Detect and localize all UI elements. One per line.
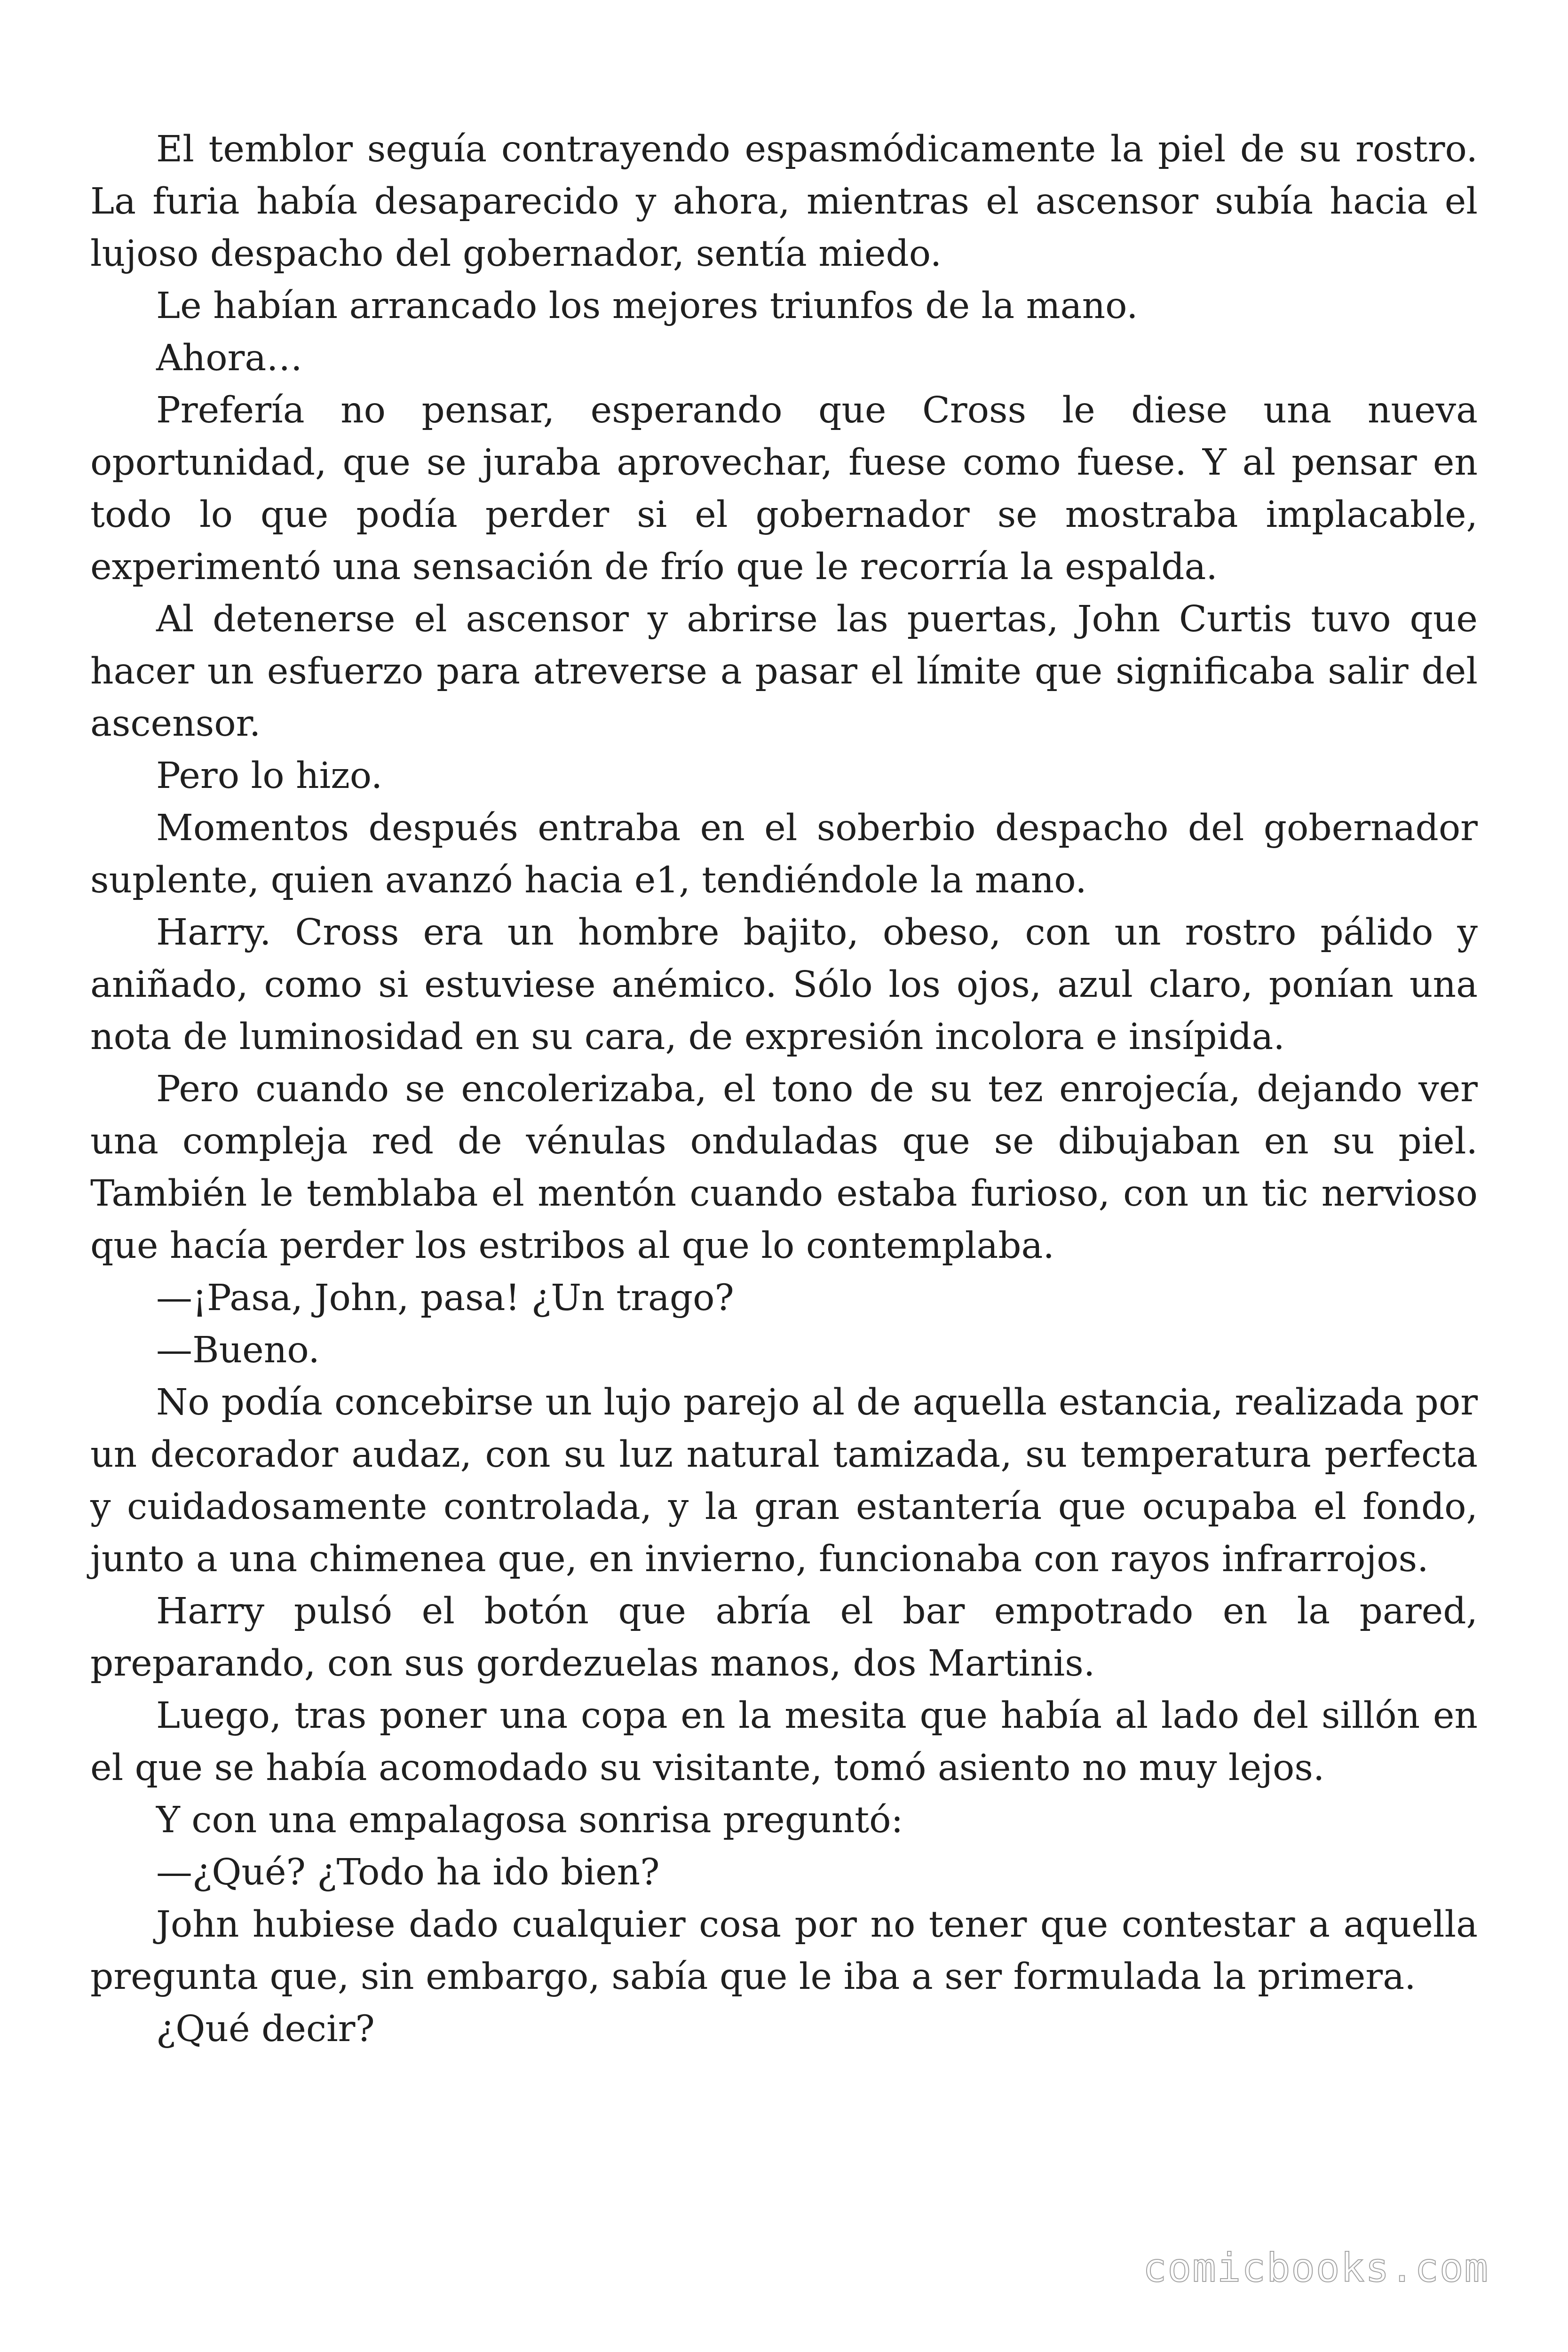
paragraph-6: Pero lo hizo.	[156, 755, 383, 797]
paragraph-3: Ahora…	[156, 337, 303, 379]
paragraph-11: —Bueno.	[156, 1329, 320, 1371]
watermark: comicbooks.com	[1142, 2245, 1489, 2291]
paragraph-12: No podía concebirse un lujo parejo al de aquella estancia, realizada por un decorador audaz, con su luz natural tamizada, su temperatura perfecta y cuidadosamente controlada, y la gran estantería que ocupaba el fondo, junto a una chimenea que, en invierno, funcionaba con rayos infrarrojos.	[90, 1382, 1478, 1580]
paragraph-18: ¿Qué decir?	[156, 2008, 375, 2050]
paragraph-9: Pero cuando se encolerizaba, el tono de su tez enrojecía, dejando ver una compleja red de vénulas onduladas que se dibujaban en su piel. También le temblaba el mentón cuando estaba furioso, con un tic nervioso que hacía perder los estribos al que lo contemplaba.	[90, 1068, 1478, 1267]
paragraph-14: Luego, tras poner una copa en la mesita que había al lado del sillón en el que se había acomodado su visitante, tomó asiento no muy lejos.	[90, 1695, 1478, 1789]
paragraph-17: John hubiese dado cualquier cosa por no tener que contestar a aquella pregunta que, sin embargo, sabía que le iba a ser formulada la primera.	[90, 1904, 1478, 1998]
paragraph-8: Harry. Cross era un hombre bajito, obeso, con un rostro pálido y aniñado, como si estuviese anémico. Sólo los ojos, azul claro, ponían una nota de luminosidad en su cara, de expresión incolora e insípida.	[90, 912, 1478, 1058]
paragraph-1: El temblor seguía contrayendo espasmódicamente la piel de su rostro. La furia había desaparecido y ahora, mientras el ascensor subía hacia el lujoso despacho del gobernador, sentía miedo.	[90, 128, 1478, 275]
paragraph-10: —¡Pasa, John, pasa! ¿Un trago?	[156, 1277, 734, 1319]
paragraph-2: Le habían arrancado los mejores triunfos de la mano.	[156, 285, 1138, 327]
paragraph-16: —¿Qué? ¿Todo ha ido bien?	[156, 1851, 660, 1893]
paragraph-7: Momentos después entraba en el soberbio despacho del gobernador suplente, quien avanzó hacia e1, tendiéndole la mano.	[90, 807, 1478, 901]
page-body	[90, 123, 1478, 2055]
paragraph-13: Harry pulsó el botón que abría el bar empotrado en la pared, preparando, con sus gordezuelas manos, dos Martinis.	[90, 1590, 1478, 1685]
paragraph-4: Prefería no pensar, esperando que Cross le diese una nueva oportunidad, que se juraba aprovechar, fuese como fuese. Y al pensar en todo lo que podía perder si el gobernador se mostraba implacable, experimentó una sensación de frío que le recorría la espalda.	[90, 389, 1478, 588]
paragraph-15: Y con una empalagosa sonrisa preguntó:	[156, 1799, 903, 1841]
paragraph-5: Al detenerse el ascensor y abrirse las puertas, John Curtis tuvo que hacer un esfuerzo para atreverse a pasar el límite que significaba salir del ascensor.	[90, 598, 1478, 745]
